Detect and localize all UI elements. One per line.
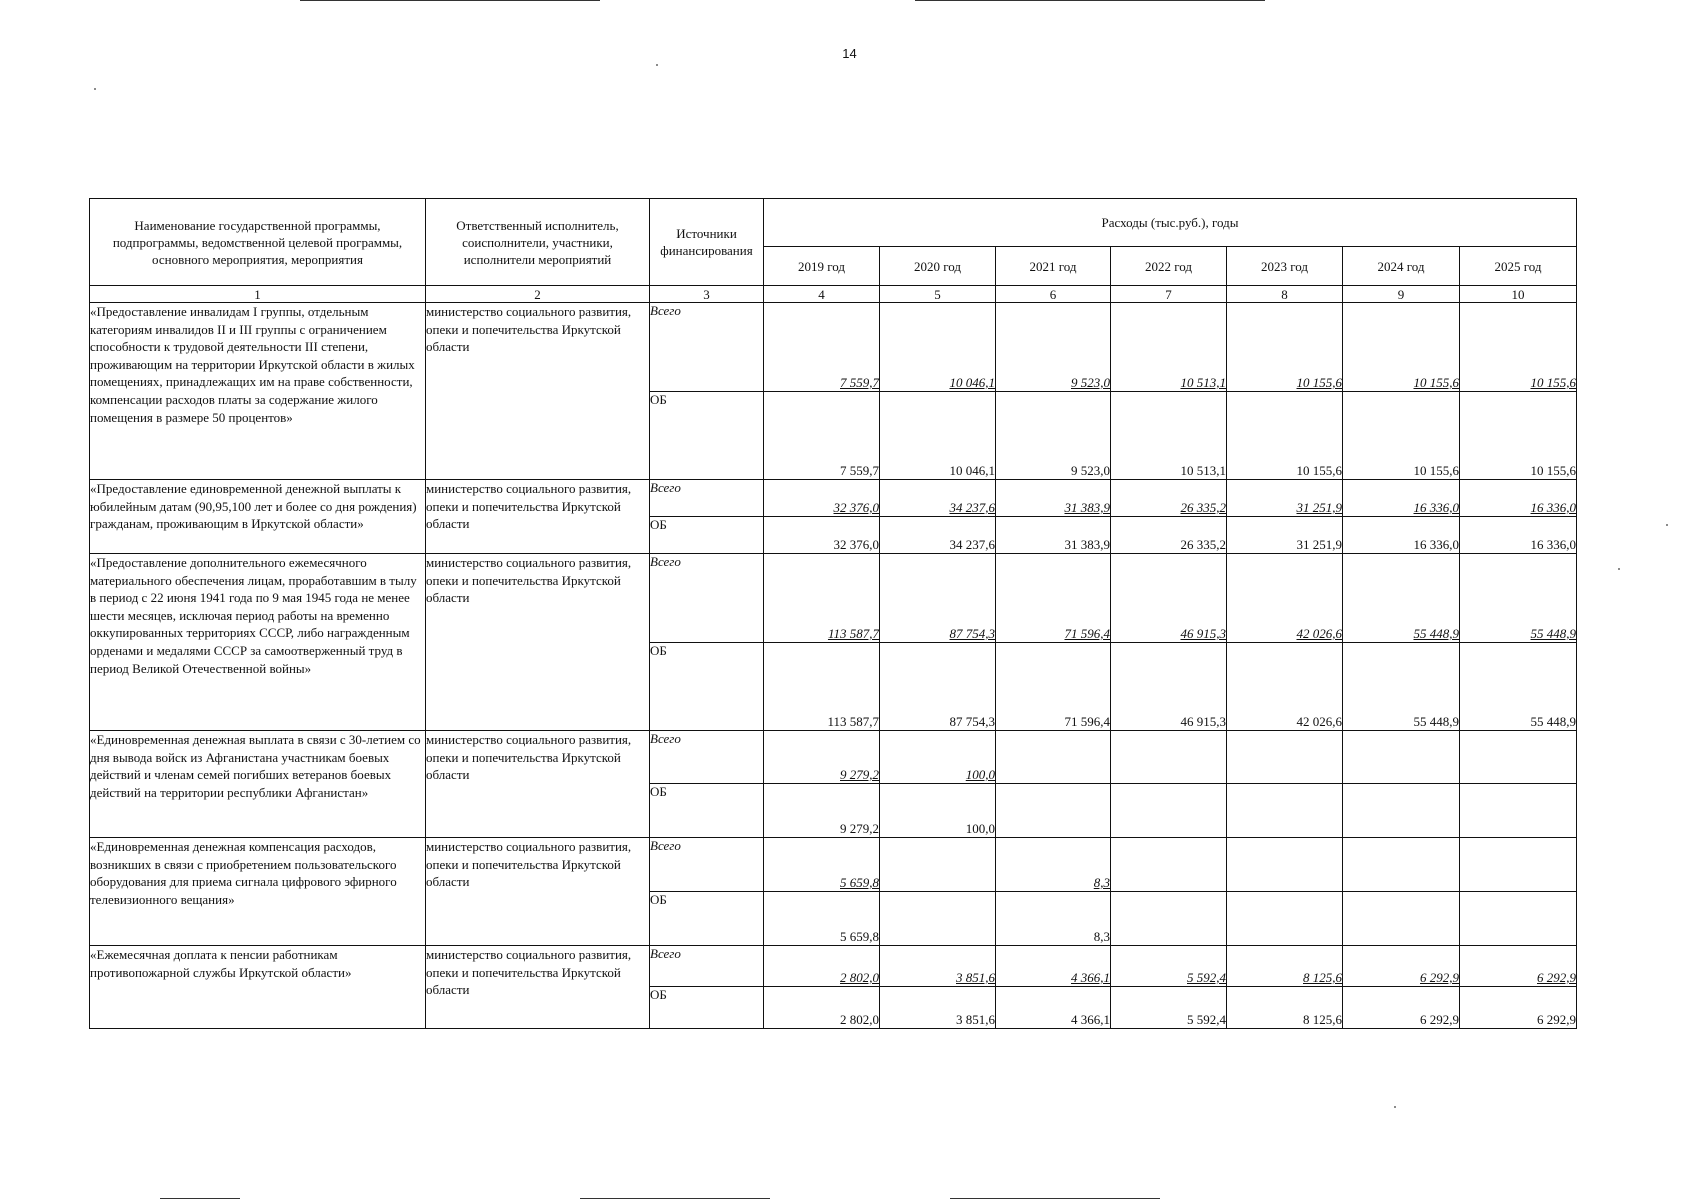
column-index: 6 — [996, 286, 1111, 303]
value-ob: 3 851,6 — [880, 987, 996, 1029]
table-row-total — [90, 731, 1577, 784]
source-ob: ОБ — [650, 784, 764, 838]
value-ob: 46 915,3 — [1111, 643, 1227, 731]
value-total — [880, 838, 996, 892]
value-ob: 4 366,1 — [996, 987, 1111, 1029]
value-ob: 6 292,9 — [1343, 987, 1460, 1029]
value-ob: 42 026,6 — [1227, 643, 1343, 731]
source-total: Всего — [650, 946, 764, 987]
value-ob: 26 335,2 — [1111, 517, 1227, 554]
measure-name: «Единовременная денежная компенсация расходов, возникших в связи с приобретением пользовательского оборудования для приема сигнала цифрового эфирного телевизионного вещания» — [90, 838, 426, 946]
value-total: 87 754,3 — [880, 554, 996, 643]
value-ob: 5 592,4 — [1111, 987, 1227, 1029]
value-ob: 8 125,6 — [1227, 987, 1343, 1029]
source-ob: ОБ — [650, 392, 764, 480]
measure-name: «Предоставление единовременной денежной выплаты к юбилейным датам (90,95,100 лет и более со дня рождения) гражданам, проживающим в Иркутской области» — [90, 480, 426, 554]
executor: министерство социального развития, опеки и попечительства Иркутской области — [426, 946, 650, 1029]
measure-name: «Единовременная денежная выплата в связи с 30-летием со дня вывода войск из Афганистана участникам боевых действий и членам семей погибших ветеранов боевых действий на территории республики Афганистан» — [90, 731, 426, 838]
value-ob: 16 336,0 — [1460, 517, 1577, 554]
value-total: 9 279,2 — [764, 731, 880, 784]
measure-name: «Предоставление инвалидам I группы, отдельным категориям инвалидов II и III группы с ограничением способности к трудовой деятельности III степени, проживающим на территории Иркутской области в жилых помещениях, принадлежащих им на праве собственности, компенсации расходов платы за содержание жилого помещения в размере 50 процентов» — [90, 303, 426, 480]
table-row-total — [90, 480, 1577, 517]
measure-name: «Предоставление дополнительного ежемесячного материального обеспечения лицам, проработавшим в тылу в период с 22 июня 1941 года по 9 мая 1945 года не менее шести месяцев, исключая период работы на временно оккупированных территориях СССР, либо награжденным орденами и медалями СССР за самоотверженный труд в период Великой Отечественной войны» — [90, 554, 426, 731]
value-ob — [1343, 892, 1460, 946]
value-ob: 16 336,0 — [1343, 517, 1460, 554]
value-ob: 2 802,0 — [764, 987, 880, 1029]
table-row-total — [90, 303, 1577, 392]
value-ob: 6 292,9 — [1460, 987, 1577, 1029]
scan-edge-bottom-right — [950, 1198, 1160, 1199]
column-index: 1 — [90, 286, 426, 303]
source-total: Всего — [650, 554, 764, 643]
table-row-total — [90, 554, 1577, 643]
executor: министерство социального развития, опеки и попечительства Иркутской области — [426, 480, 650, 554]
value-total: 100,0 — [880, 731, 996, 784]
source-total: Всего — [650, 303, 764, 392]
value-total: 8 125,6 — [1227, 946, 1343, 987]
value-total: 16 336,0 — [1460, 480, 1577, 517]
scan-edge-bottom-mid — [580, 1198, 770, 1199]
value-ob: 100,0 — [880, 784, 996, 838]
value-total: 10 046,1 — [880, 303, 996, 392]
table-row-total — [90, 838, 1577, 892]
column-index: 2 — [426, 286, 650, 303]
column-index: 5 — [880, 286, 996, 303]
value-total: 32 376,0 — [764, 480, 880, 517]
value-ob — [1460, 784, 1577, 838]
value-ob: 32 376,0 — [764, 517, 880, 554]
value-ob — [1227, 784, 1343, 838]
executor: министерство социального развития, опеки и попечительства Иркутской области — [426, 303, 650, 480]
value-total: 55 448,9 — [1460, 554, 1577, 643]
scan-speck — [1394, 1106, 1396, 1108]
value-total: 34 237,6 — [880, 480, 996, 517]
header-executor: Ответственный исполнитель, соисполнители, участники, исполнители мероприятий — [426, 199, 650, 286]
value-total: 26 335,2 — [1111, 480, 1227, 517]
value-ob: 71 596,4 — [996, 643, 1111, 731]
value-total: 46 915,3 — [1111, 554, 1227, 643]
value-total — [1460, 838, 1577, 892]
header-year: 2024 год — [1343, 247, 1460, 286]
scan-speck — [1666, 524, 1668, 526]
budget-table-body — [90, 303, 1577, 1029]
value-total: 5 592,4 — [1111, 946, 1227, 987]
value-total — [1111, 731, 1227, 784]
value-total: 42 026,6 — [1227, 554, 1343, 643]
budget-table — [89, 198, 1577, 1029]
column-index: 4 — [764, 286, 880, 303]
value-ob: 10 155,6 — [1460, 392, 1577, 480]
source-total: Всего — [650, 731, 764, 784]
value-total: 10 155,6 — [1460, 303, 1577, 392]
scan-edge-bottom-left — [160, 1198, 240, 1199]
value-ob: 31 383,9 — [996, 517, 1111, 554]
source-ob: ОБ — [650, 892, 764, 946]
value-ob: 113 587,7 — [764, 643, 880, 731]
value-ob: 9 279,2 — [764, 784, 880, 838]
value-total: 10 155,6 — [1227, 303, 1343, 392]
value-ob: 10 513,1 — [1111, 392, 1227, 480]
header-year: 2019 год — [764, 247, 880, 286]
value-total: 16 336,0 — [1343, 480, 1460, 517]
value-total: 7 559,7 — [764, 303, 880, 392]
value-total — [1227, 838, 1343, 892]
column-index: 10 — [1460, 286, 1577, 303]
value-total — [1460, 731, 1577, 784]
header-row-top — [90, 199, 1577, 247]
executor: министерство социального развития, опеки и попечительства Иркутской области — [426, 838, 650, 946]
source-ob: ОБ — [650, 643, 764, 731]
column-index: 3 — [650, 286, 764, 303]
executor: министерство социального развития, опеки и попечительства Иркутской области — [426, 554, 650, 731]
value-ob — [1227, 892, 1343, 946]
value-ob: 9 523,0 — [996, 392, 1111, 480]
value-total — [1343, 731, 1460, 784]
value-ob — [996, 784, 1111, 838]
value-total: 10 513,1 — [1111, 303, 1227, 392]
header-year: 2020 год — [880, 247, 996, 286]
source-ob: ОБ — [650, 517, 764, 554]
header-year: 2025 год — [1460, 247, 1577, 286]
header-source: Источники финансирования — [650, 199, 764, 286]
value-total: 113 587,7 — [764, 554, 880, 643]
value-ob: 10 155,6 — [1227, 392, 1343, 480]
value-ob: 31 251,9 — [1227, 517, 1343, 554]
column-index-row — [90, 286, 1577, 303]
value-ob: 7 559,7 — [764, 392, 880, 480]
value-total: 5 659,8 — [764, 838, 880, 892]
value-ob — [1343, 784, 1460, 838]
value-ob: 10 046,1 — [880, 392, 996, 480]
value-ob — [880, 892, 996, 946]
value-total: 31 251,9 — [1227, 480, 1343, 517]
value-ob — [1111, 892, 1227, 946]
header-year: 2023 год — [1227, 247, 1343, 286]
column-index: 9 — [1343, 286, 1460, 303]
source-total: Всего — [650, 480, 764, 517]
value-total: 3 851,6 — [880, 946, 996, 987]
header-name: Наименование государственной программы, подпрограммы, ведомственной целевой программы, основного мероприятия, мероприятия — [90, 199, 426, 286]
value-total: 55 448,9 — [1343, 554, 1460, 643]
scan-speck — [1618, 568, 1620, 570]
column-index: 8 — [1227, 286, 1343, 303]
value-ob: 10 155,6 — [1343, 392, 1460, 480]
value-total: 9 523,0 — [996, 303, 1111, 392]
value-total — [1343, 838, 1460, 892]
source-ob: ОБ — [650, 987, 764, 1029]
value-ob: 87 754,3 — [880, 643, 996, 731]
header-year: 2022 год — [1111, 247, 1227, 286]
value-total: 4 366,1 — [996, 946, 1111, 987]
scan-edge-top-right — [915, 0, 1265, 1]
executor: министерство социального развития, опеки и попечительства Иркутской области — [426, 731, 650, 838]
value-ob — [1460, 892, 1577, 946]
value-total: 6 292,9 — [1460, 946, 1577, 987]
value-ob: 55 448,9 — [1460, 643, 1577, 731]
value-ob: 34 237,6 — [880, 517, 996, 554]
value-total: 2 802,0 — [764, 946, 880, 987]
scan-speck — [656, 64, 658, 66]
value-total — [1111, 838, 1227, 892]
value-total: 6 292,9 — [1343, 946, 1460, 987]
value-total: 71 596,4 — [996, 554, 1111, 643]
scan-speck — [94, 88, 96, 90]
value-ob: 8,3 — [996, 892, 1111, 946]
table-row-total — [90, 946, 1577, 987]
source-total: Всего — [650, 838, 764, 892]
page-number: 14 — [842, 46, 857, 61]
column-index: 7 — [1111, 286, 1227, 303]
value-total — [1227, 731, 1343, 784]
header-expenses: Расходы (тыс.руб.), годы — [764, 199, 1577, 247]
value-total: 31 383,9 — [996, 480, 1111, 517]
header-year: 2021 год — [996, 247, 1111, 286]
value-ob — [1111, 784, 1227, 838]
measure-name: «Ежемесячная доплата к пенсии работникам противопожарной службы Иркутской области» — [90, 946, 426, 1029]
value-ob: 5 659,8 — [764, 892, 880, 946]
value-total — [996, 731, 1111, 784]
value-total: 10 155,6 — [1343, 303, 1460, 392]
scan-edge-top-left — [300, 0, 600, 1]
value-total: 8,3 — [996, 838, 1111, 892]
value-ob: 55 448,9 — [1343, 643, 1460, 731]
